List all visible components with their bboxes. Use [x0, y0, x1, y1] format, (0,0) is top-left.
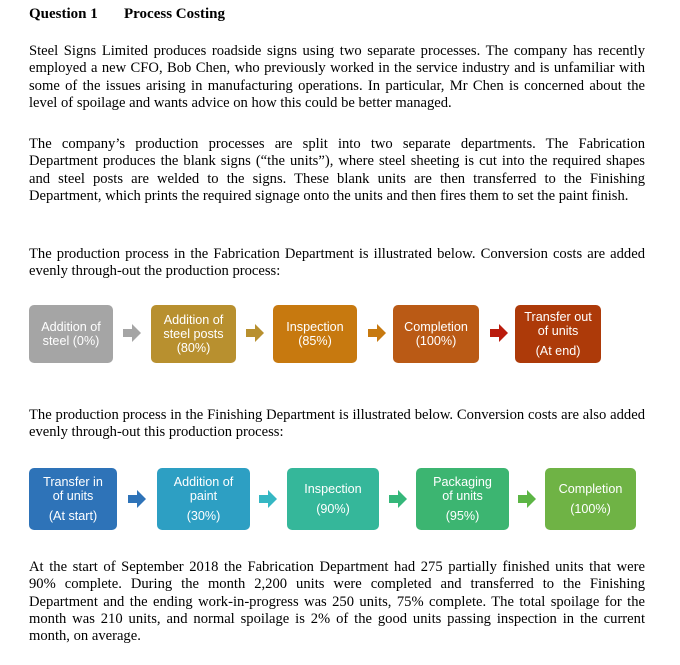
fin-step-5-line2: (100%) — [570, 502, 611, 516]
fin-step-5-line1: Completion — [558, 482, 623, 496]
fin-arrow-1-icon — [126, 488, 148, 510]
fab-step-5-line1: Transfer out — [524, 310, 592, 324]
fab-step-2-line1: Addition of — [163, 313, 224, 327]
fin-step-2-line2: paint — [189, 489, 218, 503]
fin-step-1-line1: Transfer in — [43, 475, 103, 489]
finishing-process-diagram — [0, 468, 680, 532]
fab-step-addition-of-steel — [29, 305, 113, 363]
fin-step-3-line1: Inspection — [304, 482, 362, 496]
fin-arrow-4-icon — [516, 488, 538, 510]
fab-step-4-line1: Completion — [404, 320, 468, 334]
fab-arrow-3-icon — [366, 322, 388, 344]
fin-step-4-line2: of units — [442, 489, 483, 503]
fab-step-completion — [393, 305, 479, 363]
fin-arrow-2-icon — [257, 488, 279, 510]
fab-arrow-2-icon — [244, 322, 266, 344]
fin-step-1-line3: (At start) — [48, 509, 98, 523]
september-paragraph: At the start of September 2018 the Fabrication Department had 275 partially finished units that were 90% complete. During the month 2,200 units were completed and transferred to the Finishing Department and the ending work-in-progress was 250 units, 75% complete. The total spoilage for the month was 210 units, and normal spoilage is 2% of the good units passing inspection in the current month, on average. — [29, 559, 645, 645]
fab-step-transfer-out — [515, 305, 601, 363]
fin-step-2-line1: Addition of — [173, 475, 234, 489]
fin-step-transfer-in — [29, 468, 117, 530]
question-number: Question 1 — [29, 6, 98, 22]
fin-step-packaging — [416, 468, 509, 530]
fab-step-1-line2: steel (0%) — [42, 334, 100, 348]
departments-paragraph: The company’s production processes are split into two separate departments. The Fabrication Department produces the blank signs (“the units”), where steel sheeting is cut into the required shapes and steel posts are welded to the signs. These blank units are then transferred to the Finishing Department, which prints the required signage onto the units and then fires them to set the paint finish. — [29, 136, 645, 204]
fab-step-1-line1: Addition of — [41, 320, 101, 334]
fabrication-intro-paragraph: The production process in the Fabrication Department is illustrated below. Conversion costs are added evenly through-out the production process: — [29, 246, 645, 280]
fab-step-2-line3: (80%) — [176, 341, 211, 355]
intro-paragraph: Steel Signs Limited produces roadside signs using two separate processes. The company has recently employed a new CFO, Bob Chen, who previously worked in the service industry and is unfamiliar with some of the issues arising in manufacturing operations. In particular, Mr Chen is concerned about the level of spoilage and wants advice on how this could be better managed. — [29, 43, 645, 111]
fin-step-completion — [545, 468, 636, 530]
fin-step-4-line1: Packaging — [433, 475, 492, 489]
fab-step-3-line1: Inspection — [286, 320, 344, 334]
fin-arrow-3-icon — [387, 488, 409, 510]
fab-step-3-line2: (85%) — [298, 334, 332, 348]
fab-step-inspection — [273, 305, 357, 363]
fin-step-4-line3: (95%) — [445, 509, 480, 523]
fab-arrow-4-icon — [488, 322, 510, 344]
fab-step-5-line3: (At end) — [535, 344, 581, 358]
fin-step-addition-of-paint — [157, 468, 250, 530]
question-heading — [29, 6, 225, 23]
fin-step-1-line2: of units — [52, 489, 94, 503]
fab-arrow-1-icon — [121, 322, 143, 344]
fin-step-2-line3: (30%) — [186, 509, 221, 523]
fabrication-process-diagram — [0, 305, 680, 369]
fin-step-inspection — [287, 468, 379, 530]
fab-step-2-line2: steel posts — [163, 327, 224, 341]
fab-step-5-line2: of units — [537, 324, 579, 338]
finishing-intro-paragraph: The production process in the Finishing Department is illustrated below. Conversion costs are also added evenly through-out this production process: — [29, 407, 645, 441]
fab-step-4-line2: (100%) — [415, 334, 457, 348]
fin-step-3-line2: (90%) — [316, 502, 350, 516]
fab-step-addition-of-steel-posts — [151, 305, 236, 363]
question-title: Process Costing — [124, 6, 225, 22]
